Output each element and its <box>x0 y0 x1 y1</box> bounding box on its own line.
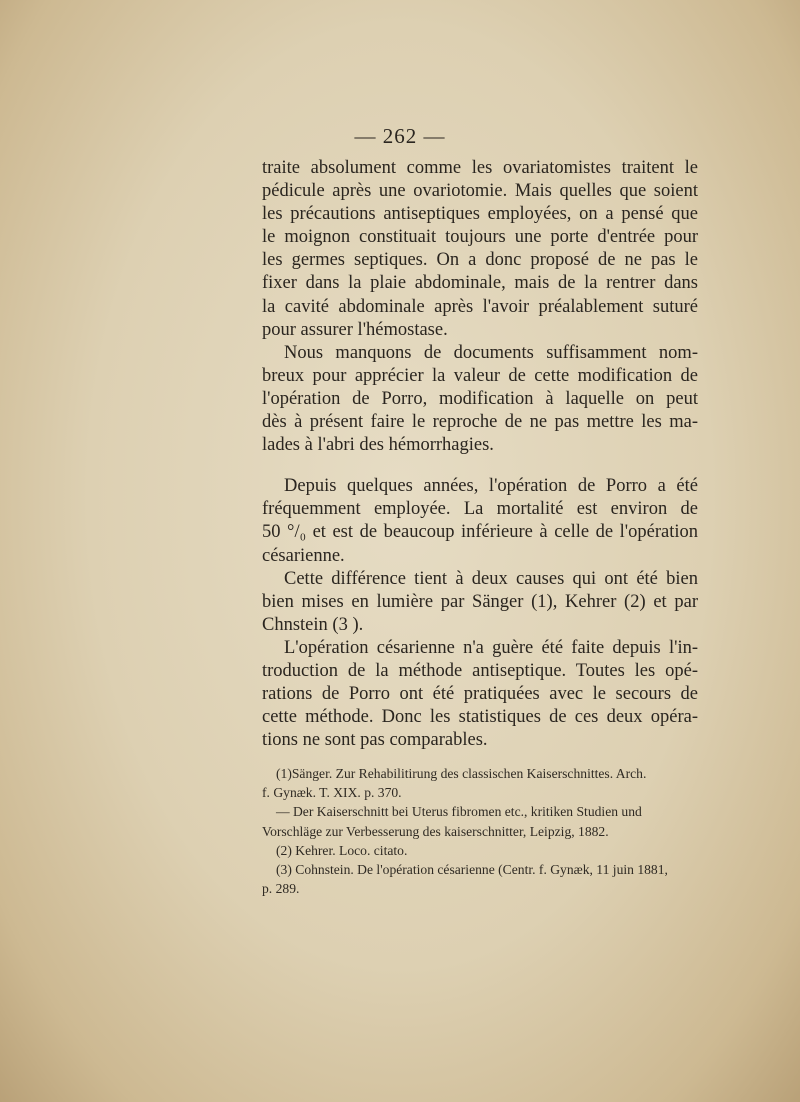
text-line: dès à présent faire le reproche de ne pas mettre les ma- <box>262 412 698 433</box>
paragraph-2 <box>262 342 698 457</box>
text-line: Chnstein (3 ). <box>262 614 364 635</box>
text-line: Nous manquons de documents suffisamment nom- <box>284 342 698 363</box>
footnote-1 <box>262 764 698 802</box>
text-line: breux pour apprécier la valeur de cette modification de <box>262 365 698 386</box>
text-line: bien mises en lumière par Sänger (1), Kehrer (2) et par <box>262 591 698 612</box>
paragraph-4 <box>262 568 698 637</box>
text-line: traite absolument comme les ovariatomistes traitent le <box>262 158 698 178</box>
paragraph-3 <box>262 475 698 567</box>
footnote-line: f. Gynæk. T. XIX. p. 370. <box>262 785 402 801</box>
footnote-line: p. 289. <box>262 881 300 897</box>
paragraph-1 <box>262 157 698 342</box>
footnote-line: (2) Kehrer. Loco. citato. <box>276 842 408 858</box>
footnote-2 <box>262 841 698 860</box>
text-line: pédicule après une ovariotomie. Mais quelles que soient <box>262 181 698 202</box>
text-line: cette méthode. Donc les statistiques de ces deux opéra- <box>262 707 698 728</box>
footnote-3 <box>262 860 698 898</box>
footnotes <box>262 764 698 898</box>
paragraph-gap <box>262 457 698 475</box>
text-line: fixer dans la plaie abdominale, mais de la rentrer dans <box>262 273 698 294</box>
footnote-line: Vorschläge zur Verbesserung des kaiserschnitter, Leipzig, 1882. <box>262 823 609 839</box>
text-line: pour assurer l'hémostase. <box>262 319 448 340</box>
text-line: la cavité abdominale après l'avoir préalablement suturé <box>262 296 698 317</box>
text-line: l'opération de Porro, modification à laquelle on peut <box>262 388 698 409</box>
footnote-1-continued <box>262 802 698 840</box>
text-line: le moignon constituait toujours une porte d'entrée pour <box>262 227 698 248</box>
paragraph-5 <box>262 637 698 752</box>
footnote-line: — Der Kaiserschnitt bei Uterus fibromen etc., kritiken Studien und <box>276 804 642 820</box>
text-line: L'opération césarienne n'a guère été faite depuis l'in- <box>284 637 698 658</box>
footnote-line: (1)Sänger. Zur Rehabilitirung des classischen Kaiserschnittes. Arch. <box>276 766 647 781</box>
text-line: troduction de la méthode antiseptique. Toutes les opé- <box>262 660 698 681</box>
text-line: Depuis quelques années, l'opération de Porro a été <box>284 476 698 497</box>
text-line: lades à l'abri des hémorrhagies. <box>262 435 494 456</box>
text-line: tions ne sont pas comparables. <box>262 730 488 751</box>
body-text <box>262 157 698 752</box>
text-line: les germes septiques. On a donc proposé de ne pas le <box>262 250 698 271</box>
page-number: — 262 — <box>354 124 446 148</box>
text-line: rations de Porro ont été pratiquées avec le secours de <box>262 684 698 705</box>
text-line: 50 °/₀ et est de beaucoup inférieure à celle de l'opération <box>262 522 698 543</box>
text-line: Cette différence tient à deux causes qui ont été bien <box>284 568 698 589</box>
text-line: les précautions antiseptiques employées, on a pensé que <box>262 204 698 225</box>
text-line: fréquemment employée. La mortalité est environ de <box>262 499 698 520</box>
text-line: césarienne. <box>262 545 345 566</box>
footnote-line: (3) Cohnstein. De l'opération césarienne (Centr. f. Gynæk, 11 juin 1881, <box>276 862 668 878</box>
